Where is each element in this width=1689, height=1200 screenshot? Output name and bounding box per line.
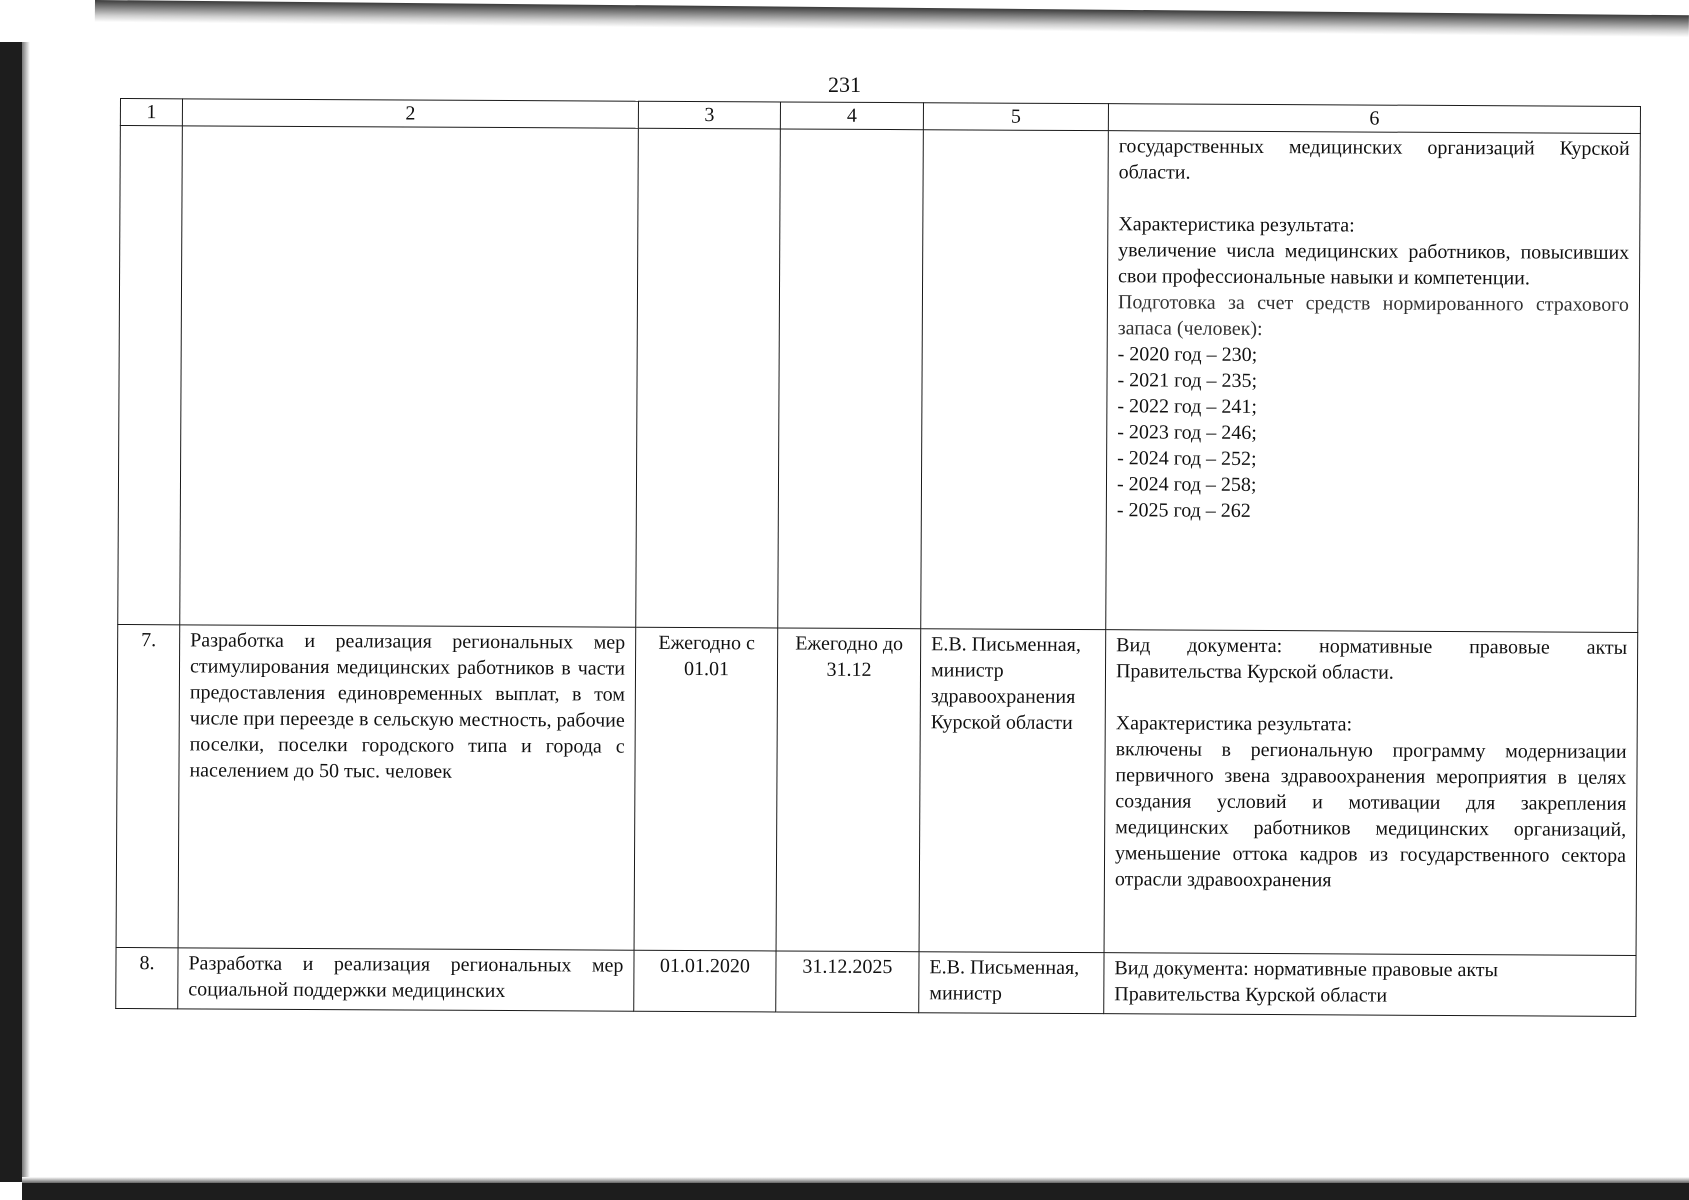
list-item: - 2021 год – 235;	[1117, 369, 1258, 392]
row-number: 7.	[116, 624, 180, 947]
result-text: Подготовка за счет средств нормированного страхового запаса (человек):	[1117, 291, 1629, 340]
cell-empty	[118, 126, 183, 625]
list-item: - 2024 год – 258;	[1116, 473, 1257, 496]
table-row-continuation	[118, 126, 1641, 633]
measure-description: Разработка и реализация региональных мер социальной поддержки медицинских	[178, 948, 634, 1011]
result-text: государственных медицинских организаций Курской области.	[1118, 135, 1630, 184]
cell-result	[1104, 953, 1636, 1017]
responsible-person: Е.В. Письменная, министр	[919, 952, 1104, 1014]
row-number: 8.	[116, 947, 178, 1008]
cell-empty	[778, 129, 924, 629]
document-type: Вид документа: нормативные правовые акты Правительства Курской области	[1114, 957, 1499, 1007]
cell-empty	[921, 130, 1109, 630]
cell-empty	[180, 126, 639, 627]
page-number: 231	[828, 72, 861, 97]
cell-result	[1104, 630, 1638, 956]
cell-empty	[636, 128, 781, 628]
result-heading: Характеристика результата:	[1118, 213, 1355, 237]
end-date: Ежегодно до 31.12	[776, 628, 921, 952]
responsible-person: Е.В. Письменная, министр здравоохранения Курской области	[919, 629, 1106, 953]
measure-description: Разработка и реализация региональных мер стимулирования медицинских работников в части предоставления единовременных выплат, в том числе при переезде в сельскую местность, рабочие поселки, поселки городского типа и города с населением до 50 тыс. человек	[178, 625, 636, 950]
header-col-2: 2	[182, 99, 638, 128]
list-item: - 2023 год – 246;	[1117, 421, 1257, 444]
document-type: Вид документа: нормативные правовые акты Правительства Курской области.	[1115, 634, 1628, 684]
list-item: - 2025 год – 262	[1116, 499, 1251, 522]
start-date: Ежегодно с 01.01	[634, 627, 778, 951]
cell-result-continuation	[1106, 131, 1641, 633]
list-item: - 2022 год – 241;	[1117, 395, 1257, 418]
header-col-1: 1	[120, 99, 182, 126]
result-text: включены в региональную программу модернизации первичного звена здравоохранения мероприятия в целях создания условий и мотивации для закрепления медицинских работников медицинских организаций, уменьшение оттока кадров из государственного сектора отрасли здравоохранения	[1114, 738, 1627, 892]
list-item: - 2024 год – 252;	[1117, 447, 1257, 470]
start-date: 01.01.2020	[634, 950, 776, 1012]
header-col-6: 6	[1108, 104, 1640, 134]
header-col-4: 4	[780, 102, 923, 130]
scan-edge-left	[0, 42, 22, 1182]
header-col-3: 3	[638, 101, 780, 129]
scan-edge-top	[95, 0, 1689, 37]
table-row-8	[116, 947, 1636, 1016]
list-item: - 2020 год – 230;	[1117, 343, 1258, 366]
scan-edge-bottom	[22, 1183, 1689, 1200]
result-text: увеличение числа медицинских работников, повысивших свои профессиональные навыки и компетенции.	[1118, 239, 1630, 290]
result-heading: Характеристика результата:	[1115, 712, 1353, 736]
table-row-7	[116, 624, 1638, 955]
measures-table	[115, 98, 1641, 1017]
header-col-5: 5	[923, 103, 1108, 131]
end-date: 31.12.2025	[776, 951, 919, 1013]
